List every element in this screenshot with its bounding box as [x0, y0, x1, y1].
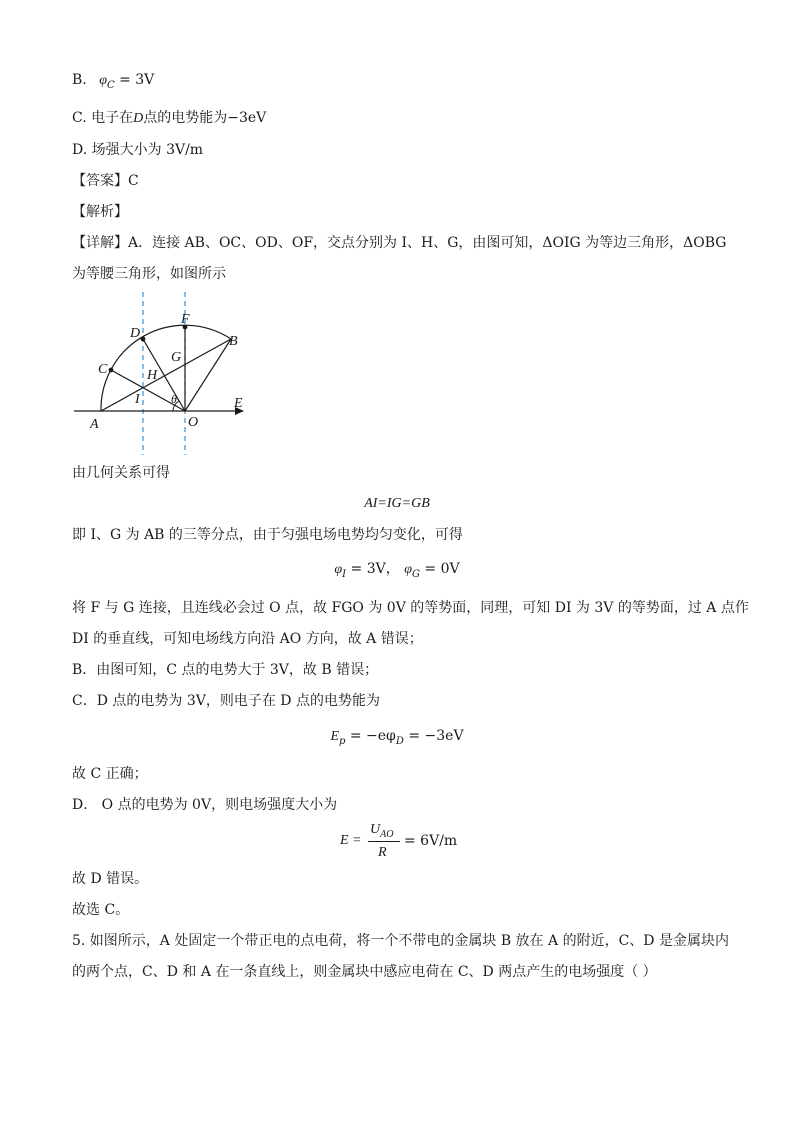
equation-ai-ig-gb: AI=IG=GB [364, 496, 430, 511]
fraction-bar [368, 841, 400, 842]
point-c [109, 368, 114, 373]
option-b: B. $\varphi_C = 3V$ [72, 72, 155, 91]
equation-ep: $E_p = -e\varphi_D = -3eV$ [330, 728, 464, 747]
b-explain: B．由图可知，C 点的电势大于 3V，故 B 错误； [72, 662, 379, 678]
c-explain: C．D 点的电势为 3V，则电子在 D 点的电势能为 [72, 693, 380, 709]
para-line-1: 将 F 与 G 连接，且连线必会过 O 点，故 FGO 为 0V 的等势面，同理，可知 DI 为 3V 的等势面，过 A 点作 [72, 600, 749, 616]
label-h: H [147, 368, 158, 383]
label-a: A [90, 417, 99, 432]
label-c: C [98, 362, 108, 377]
q5-line-2: 的两个点，C、D 和 A 在一条直线上，则金属块中感应电荷在 C、D 两点产生的电场强度（ ） [72, 964, 657, 980]
d-explain: D． O 点的电势为 0V，则电场强度大小为 [72, 797, 338, 813]
answer-label: 【答案】 [72, 173, 128, 189]
segment-ob [185, 339, 231, 411]
label-e: E [234, 396, 243, 411]
label-f: F [181, 312, 190, 327]
para-line-2: DI 的垂直线，可知电场线方向沿 AO 方向，故 A 错误； [72, 631, 423, 647]
d-conclude: 故 D 错误。 [72, 871, 149, 887]
label-theta: θ [171, 392, 177, 406]
c-conclude: 故 C 正确； [72, 766, 148, 782]
analysis-label: 【解析】 [72, 204, 128, 220]
trisect-line: 即 I、G 为 AB 的三等分点，由于匀强电场电势均匀变化，可得 [72, 527, 463, 543]
equation-e-field: E = $U_{AO}$ R = 6V/m [340, 822, 458, 860]
arc-ab [101, 325, 231, 411]
equation-phi-i-g: $\varphi_I = 3V$， $\varphi_G = 0V$ [334, 561, 460, 580]
point-d [141, 337, 146, 342]
q5-line-1: 5. 如图所示，A 处固定一个带正电的点电荷，将一个不带电的金属块 B 放在 A 的附近，C、D 是金属块内 [72, 933, 729, 949]
detail-line-1: 【详解】A．连接 AB、OC、OD、OF，交点分别为 I、H、G，由图可知，ΔOIG 为等边三角形，ΔOBG [72, 235, 727, 251]
geometry-figure [72, 290, 262, 460]
final-choice: 故选 C。 [72, 902, 130, 918]
option-d: D. 场强大小为 3V/m [72, 142, 204, 158]
label-d: D [130, 326, 141, 341]
answer-line [72, 171, 139, 191]
label-g: G [171, 350, 182, 365]
geometry-intro: 由几何关系可得 [72, 465, 170, 481]
answer-value: C [128, 173, 139, 189]
label-i: I [135, 392, 140, 407]
detail-line-2: 为等腰三角形，如图所示 [72, 266, 226, 282]
label-b: B [229, 334, 238, 349]
label-o: O [188, 415, 199, 430]
option-c: C. 电子在D点的电势能为−3eV [72, 110, 267, 126]
